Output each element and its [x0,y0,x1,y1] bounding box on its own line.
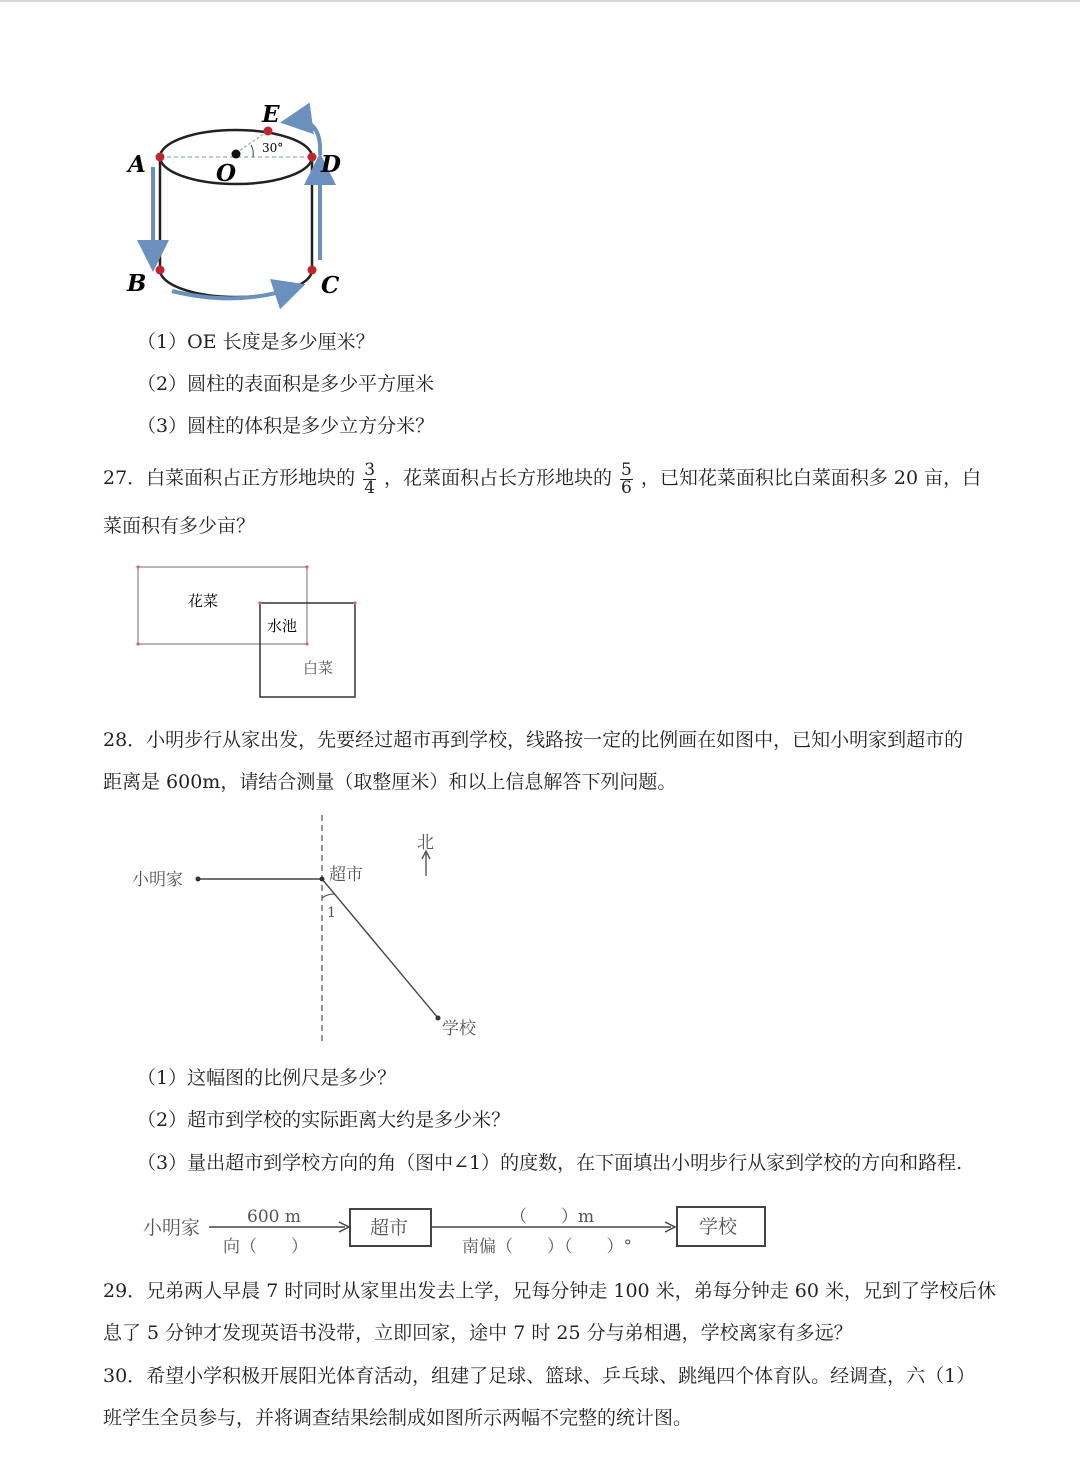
q27-part1: 27．白菜面积占正方形地块的 [103,467,356,489]
label-school: 学校 [442,1019,476,1039]
route-dist2: （ ）m [510,1207,595,1227]
q28-line2: 距离是 600m，请结合测量（取整厘米）和以上信息解答下列问题。 [103,771,677,793]
label-b: B [127,270,147,297]
label-c: C [321,272,340,299]
label-north: 北 [417,833,434,853]
label-shuichi: 水池 [267,617,298,635]
q27-part2: ，花菜面积占长方形地块的 [384,467,613,489]
route-start-label: 小明家 [143,1217,201,1239]
q30-line1: 30．希望小学积极开展阳光体育活动，组建了足球、篮球、乒乓球、跳绳四个体育队。经调查，六（1） [103,1365,976,1387]
label-o: O [216,160,237,187]
route-box2-label: 学校 [699,1216,738,1238]
label-huacai: 花菜 [188,592,219,610]
vegetable-plot-figure [130,560,370,705]
route-fill-diagram [135,1196,775,1266]
cylinder-figure [110,95,360,310]
top-border [0,0,1080,2]
point-d [308,153,317,162]
q27-fraction-5-6: $\frac{5}{6}$ [621,459,632,498]
q27-line1 [103,458,981,498]
market-to-school-line [322,879,438,1018]
point-c [308,266,317,275]
route-dir1: 向（ ） [223,1237,308,1257]
q28-sub3: （3）量出超市到学校方向的角（图中∠1）的度数，在下面填出小明步行从家到学校的方向和路程. [137,1152,963,1174]
label-angle-30: 30° [262,141,284,155]
q27-part3: ，已知花菜面积比白菜面积多 20 亩，白 [640,467,982,489]
q30-line2: 班学生全员参与，并将调查结果绘制成如图所示两幅不完整的统计图。 [103,1407,693,1429]
route-dir2: 南偏（ ）（ ）° [462,1237,632,1257]
label-e: E [262,101,280,128]
label-baicai: 白菜 [303,659,334,677]
route-map-figure [120,810,500,1050]
label-home: 小明家 [132,870,183,890]
q26-sub1: （1）OE 长度是多少厘米？ [137,331,375,353]
q26-sub2: （2）圆柱的表面积是多少平方厘米 [137,373,435,395]
q28-sub1: （1）这幅图的比例尺是多少？ [137,1067,397,1089]
q27-fraction-3-4: $\frac{3}{4}$ [364,459,376,498]
q28-line1: 28．小明步行从家出发，先要经过超市再到学校，线路按一定的比例画在如图中，已知小明家到超市的 [103,729,964,751]
route-dist1: 600 m [247,1207,301,1227]
label-d: D [321,151,341,178]
point-o [232,150,241,159]
label-a: A [128,151,146,178]
point-a [156,153,165,162]
arrow-d-to-e [292,121,320,155]
label-angle-1: 1 [327,905,336,921]
q26-sub3: （3）圆柱的体积是多少立方分米？ [137,415,435,437]
q29-line2: 息了 5 分钟才发现英语书没带，立即回家，途中 7 时 25 分与弟相遇，学校离家有多远？ [103,1322,853,1344]
point-b [156,266,165,275]
route-box1-label: 超市 [370,1217,409,1239]
q29-line1: 29．兄弟两人早晨 7 时同时从家里出发去上学，兄每分钟走 100 米，弟每分钟走 60 米，兄到了学校后休 [103,1280,996,1302]
arrow-b-to-c [172,288,294,298]
q28-sub2: （2）超市到学校的实际距离大约是多少米？ [137,1109,511,1131]
q27-line2: 菜面积有多少亩？ [103,515,256,537]
label-market: 超市 [329,865,363,885]
